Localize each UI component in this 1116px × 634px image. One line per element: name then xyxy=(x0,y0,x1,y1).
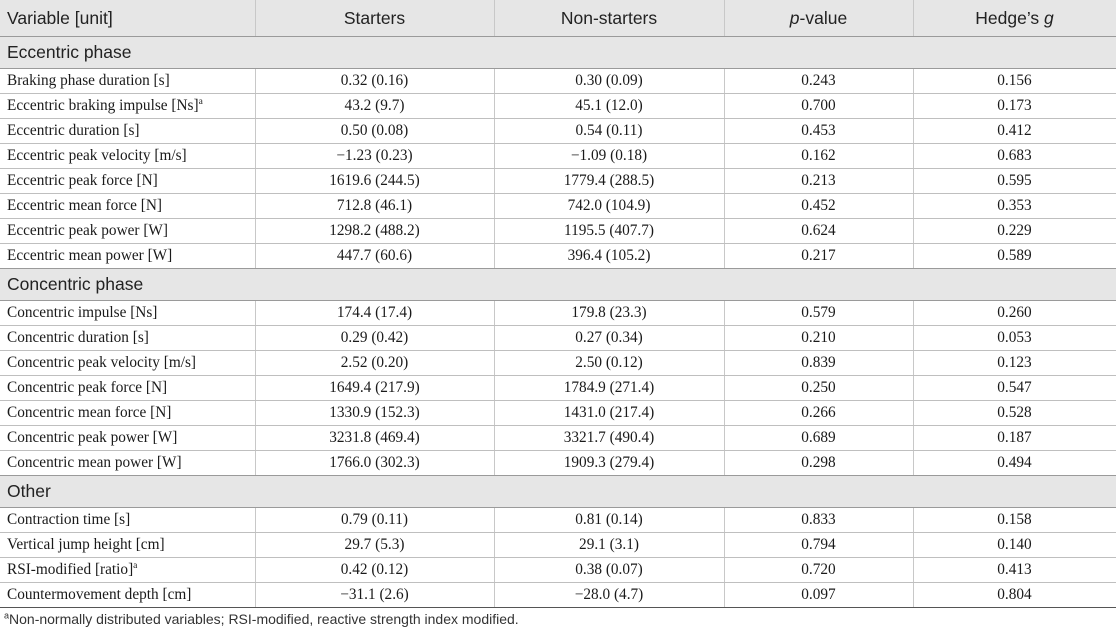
p-value-cell: 0.452 xyxy=(724,194,913,219)
variable-cell xyxy=(0,119,255,144)
p-value-cell: 0.453 xyxy=(724,119,913,144)
header-non-starters: Non-starters xyxy=(494,0,724,37)
hedges-g-cell: 0.353 xyxy=(913,194,1116,219)
starters-cell: 0.32 (0.16) xyxy=(255,69,494,94)
header-starters: Starters xyxy=(255,0,494,37)
hedges-g-cell: 0.528 xyxy=(913,401,1116,426)
p-value-cell: 0.298 xyxy=(724,451,913,476)
variable-label: Concentric mean force [N] xyxy=(7,404,172,421)
variable-label: Contraction time [s] xyxy=(7,511,131,528)
variable-cell xyxy=(0,558,255,583)
table-body xyxy=(0,37,1116,608)
hedges-g-cell: 0.804 xyxy=(913,583,1116,608)
variable-cell xyxy=(0,69,255,94)
non-starters-cell: 1784.9 (271.4) xyxy=(494,376,724,401)
non-starters-cell: −1.09 (0.18) xyxy=(494,144,724,169)
footnote-mark: a xyxy=(4,610,10,621)
variable-label: Eccentric duration [s] xyxy=(7,122,140,139)
header-hedges-g: Hedge’s g xyxy=(913,0,1116,37)
p-value-cell: 0.097 xyxy=(724,583,913,608)
hedges-g-cell: 0.173 xyxy=(913,94,1116,119)
non-starters-cell: 2.50 (0.12) xyxy=(494,351,724,376)
hedges-g-cell: 0.412 xyxy=(913,119,1116,144)
starters-cell: 447.7 (60.6) xyxy=(255,244,494,269)
variable-label: Countermovement depth [cm] xyxy=(7,586,192,603)
table-row xyxy=(0,219,1116,244)
hedges-g-cell: 0.140 xyxy=(913,533,1116,558)
non-starters-cell: 742.0 (104.9) xyxy=(494,194,724,219)
footnote-text: Non-normally distributed variables; RSI-modified, reactive strength index modified. xyxy=(9,611,519,627)
variable-cell xyxy=(0,583,255,608)
variable-cell xyxy=(0,351,255,376)
p-value-cell: 0.217 xyxy=(724,244,913,269)
variable-cell xyxy=(0,94,255,119)
hedges-g-cell: 0.229 xyxy=(913,219,1116,244)
starters-cell: 3231.8 (469.4) xyxy=(255,426,494,451)
hedges-g-cell: 0.547 xyxy=(913,376,1116,401)
hedges-g-cell: 0.260 xyxy=(913,301,1116,326)
hedges-g-cell: 0.158 xyxy=(913,508,1116,533)
table-row xyxy=(0,451,1116,476)
variable-cell xyxy=(0,533,255,558)
starters-cell: 1766.0 (302.3) xyxy=(255,451,494,476)
table-row xyxy=(0,351,1116,376)
table-row xyxy=(0,558,1116,583)
non-starters-cell: 1195.5 (407.7) xyxy=(494,219,724,244)
variable-cell xyxy=(0,508,255,533)
table-row xyxy=(0,119,1116,144)
variable-cell xyxy=(0,451,255,476)
variable-label: RSI-modified [ratio] xyxy=(7,561,134,578)
header-p-value: p-value xyxy=(724,0,913,37)
table-row xyxy=(0,533,1116,558)
variable-label: Eccentric peak power [W] xyxy=(7,222,168,239)
starters-cell: −1.23 (0.23) xyxy=(255,144,494,169)
table-row xyxy=(0,583,1116,608)
p-value-cell: 0.833 xyxy=(724,508,913,533)
p-value-cell: 0.266 xyxy=(724,401,913,426)
starters-cell: 0.79 (0.11) xyxy=(255,508,494,533)
non-starters-cell: 179.8 (23.3) xyxy=(494,301,724,326)
section-title: Other xyxy=(0,476,1116,508)
variable-cell xyxy=(0,401,255,426)
variable-label: Concentric impulse [Ns] xyxy=(7,304,158,321)
non-starters-cell: 0.27 (0.34) xyxy=(494,326,724,351)
variable-label: Concentric peak force [N] xyxy=(7,379,168,396)
starters-cell: 0.50 (0.08) xyxy=(255,119,494,144)
p-value-cell: 0.839 xyxy=(724,351,913,376)
starters-cell: 174.4 (17.4) xyxy=(255,301,494,326)
p-value-cell: 0.579 xyxy=(724,301,913,326)
starters-cell: 2.52 (0.20) xyxy=(255,351,494,376)
hedges-g-cell: 0.595 xyxy=(913,169,1116,194)
table-row xyxy=(0,326,1116,351)
non-starters-cell: 3321.7 (490.4) xyxy=(494,426,724,451)
section-row xyxy=(0,269,1116,301)
variable-label: Eccentric peak velocity [m/s] xyxy=(7,147,187,164)
p-value-cell: 0.720 xyxy=(724,558,913,583)
non-starters-cell: 1779.4 (288.5) xyxy=(494,169,724,194)
variable-label: Vertical jump height [cm] xyxy=(7,536,165,553)
section-title: Eccentric phase xyxy=(0,37,1116,69)
table-row xyxy=(0,94,1116,119)
variable-cell xyxy=(0,144,255,169)
footnote-marker: a xyxy=(198,96,203,107)
starters-cell: 1330.9 (152.3) xyxy=(255,401,494,426)
hedges-g-cell: 0.123 xyxy=(913,351,1116,376)
variable-cell xyxy=(0,326,255,351)
table-row xyxy=(0,69,1116,94)
footnote-marker: a xyxy=(133,560,138,571)
variable-cell xyxy=(0,194,255,219)
starters-cell: 1619.6 (244.5) xyxy=(255,169,494,194)
header-variable: Variable [unit] xyxy=(0,0,255,37)
variable-cell xyxy=(0,169,255,194)
variable-label: Concentric duration [s] xyxy=(7,329,149,346)
table-footnote xyxy=(4,611,519,627)
non-starters-cell: 396.4 (105.2) xyxy=(494,244,724,269)
variable-cell xyxy=(0,219,255,244)
table-row xyxy=(0,301,1116,326)
starters-cell: 1298.2 (488.2) xyxy=(255,219,494,244)
table-row xyxy=(0,169,1116,194)
starters-cell: 0.29 (0.42) xyxy=(255,326,494,351)
p-value-cell: 0.243 xyxy=(724,69,913,94)
non-starters-cell: 0.81 (0.14) xyxy=(494,508,724,533)
variable-cell xyxy=(0,426,255,451)
variable-label: Eccentric braking impulse [Ns] xyxy=(7,97,199,114)
non-starters-cell: 0.30 (0.09) xyxy=(494,69,724,94)
hedges-g-cell: 0.156 xyxy=(913,69,1116,94)
section-row xyxy=(0,37,1116,69)
starters-cell: 29.7 (5.3) xyxy=(255,533,494,558)
variable-cell xyxy=(0,376,255,401)
p-value-cell: 0.210 xyxy=(724,326,913,351)
section-row xyxy=(0,476,1116,508)
variable-label: Concentric peak power [W] xyxy=(7,429,178,446)
non-starters-cell: 1431.0 (217.4) xyxy=(494,401,724,426)
starters-cell: 43.2 (9.7) xyxy=(255,94,494,119)
variable-label: Eccentric mean force [N] xyxy=(7,197,162,214)
p-value-cell: 0.213 xyxy=(724,169,913,194)
non-starters-cell: 0.54 (0.11) xyxy=(494,119,724,144)
p-value-cell: 0.700 xyxy=(724,94,913,119)
hedges-g-cell: 0.187 xyxy=(913,426,1116,451)
p-value-cell: 0.689 xyxy=(724,426,913,451)
table-row xyxy=(0,426,1116,451)
table-row xyxy=(0,508,1116,533)
table-row xyxy=(0,401,1116,426)
starters-cell: 712.8 (46.1) xyxy=(255,194,494,219)
non-starters-cell: 0.38 (0.07) xyxy=(494,558,724,583)
p-value-cell: 0.794 xyxy=(724,533,913,558)
variable-cell xyxy=(0,244,255,269)
table-row xyxy=(0,144,1116,169)
starters-cell: −31.1 (2.6) xyxy=(255,583,494,608)
hedges-g-cell: 0.589 xyxy=(913,244,1116,269)
p-value-cell: 0.162 xyxy=(724,144,913,169)
variable-label: Eccentric peak force [N] xyxy=(7,172,158,189)
hedges-g-cell: 0.053 xyxy=(913,326,1116,351)
p-value-cell: 0.624 xyxy=(724,219,913,244)
non-starters-cell: −28.0 (4.7) xyxy=(494,583,724,608)
variable-label: Concentric peak velocity [m/s] xyxy=(7,354,197,371)
variable-label: Eccentric mean power [W] xyxy=(7,247,173,264)
variable-cell xyxy=(0,301,255,326)
starters-cell: 0.42 (0.12) xyxy=(255,558,494,583)
hedges-g-cell: 0.494 xyxy=(913,451,1116,476)
non-starters-cell: 29.1 (3.1) xyxy=(494,533,724,558)
variable-label: Braking phase duration [s] xyxy=(7,72,170,89)
table-header-row xyxy=(0,0,1116,37)
p-value-cell: 0.250 xyxy=(724,376,913,401)
starters-cell: 1649.4 (217.9) xyxy=(255,376,494,401)
non-starters-cell: 45.1 (12.0) xyxy=(494,94,724,119)
variable-label: Concentric mean power [W] xyxy=(7,454,182,471)
non-starters-cell: 1909.3 (279.4) xyxy=(494,451,724,476)
table-row xyxy=(0,244,1116,269)
hedges-g-cell: 0.413 xyxy=(913,558,1116,583)
table-row xyxy=(0,376,1116,401)
table-row xyxy=(0,194,1116,219)
hedges-g-cell: 0.683 xyxy=(913,144,1116,169)
section-title: Concentric phase xyxy=(0,269,1116,301)
